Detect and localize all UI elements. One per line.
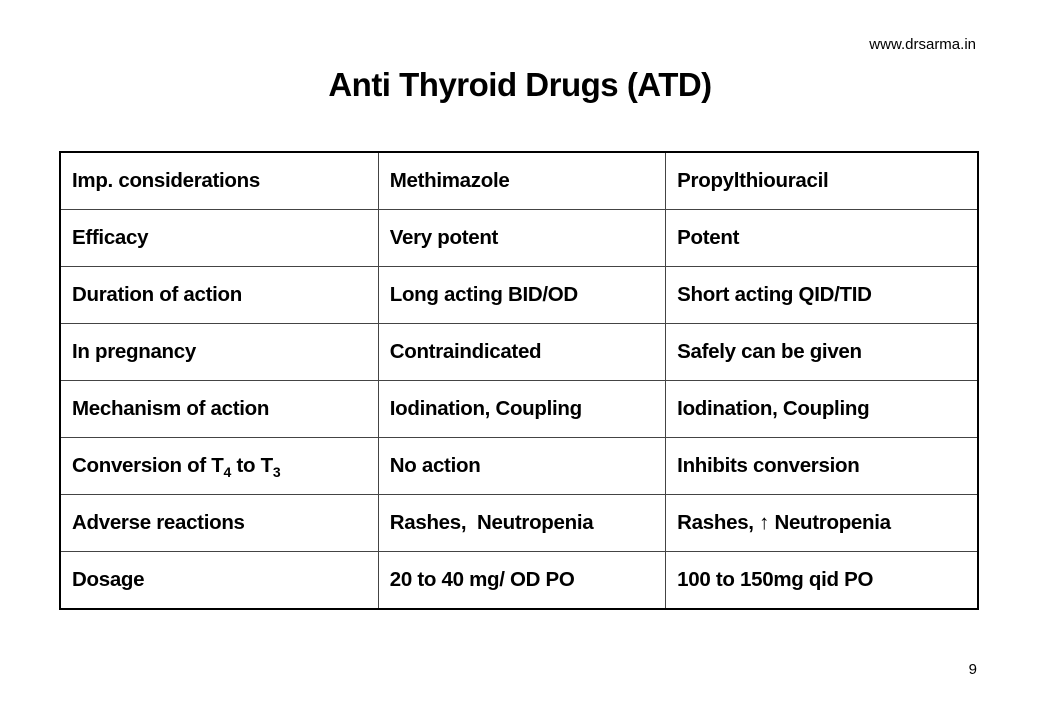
table-cell: Rashes, ↑ Neutropenia xyxy=(666,495,978,552)
slide-title: Anti Thyroid Drugs (ATD) xyxy=(328,66,712,103)
table-cell: Adverse reactions xyxy=(60,495,378,552)
table-row xyxy=(60,495,978,552)
table-cell: No action xyxy=(378,438,665,495)
table-cell: Rashes, Neutropenia xyxy=(378,495,665,552)
table-row xyxy=(60,267,978,324)
table-cell: Safely can be given xyxy=(666,324,978,381)
cell-text: Conversion of T xyxy=(72,454,224,477)
table-cell: Mechanism of action xyxy=(60,381,378,438)
table-row xyxy=(60,552,978,610)
table-row xyxy=(60,324,978,381)
table-cell: Short acting QID/TID xyxy=(666,267,978,324)
website-url: www.drsarma.in xyxy=(869,36,976,53)
table-cell: In pregnancy xyxy=(60,324,378,381)
table-cell: 100 to 150mg qid PO xyxy=(666,552,978,610)
table-row xyxy=(60,210,978,267)
subscript: 3 xyxy=(272,464,281,480)
table-cell: 20 to 40 mg/ OD PO xyxy=(378,552,665,610)
table-cell: Dosage xyxy=(60,552,378,610)
table-header-row xyxy=(60,152,978,210)
table-cell: Long acting BID/OD xyxy=(378,267,665,324)
table-cell: Iodination, Coupling xyxy=(666,381,978,438)
table-cell: Duration of action xyxy=(60,267,378,324)
header-cell: Imp. considerations xyxy=(60,152,378,210)
subscript: 4 xyxy=(223,464,232,480)
table-cell: Very potent xyxy=(378,210,665,267)
table-cell: Inhibits conversion xyxy=(666,438,978,495)
table-cell: Potent xyxy=(666,210,978,267)
table-cell: Efficacy xyxy=(60,210,378,267)
header-cell: Methimazole xyxy=(378,152,665,210)
table-cell xyxy=(60,438,378,495)
table-cell: Iodination, Coupling xyxy=(378,381,665,438)
header-cell: Propylthiouracil xyxy=(666,152,978,210)
comparison-table xyxy=(59,151,979,610)
table-cell: Contraindicated xyxy=(378,324,665,381)
table-row xyxy=(60,438,978,495)
page-number: 9 xyxy=(968,661,977,678)
cell-text: to T xyxy=(231,454,273,477)
table-row xyxy=(60,381,978,438)
